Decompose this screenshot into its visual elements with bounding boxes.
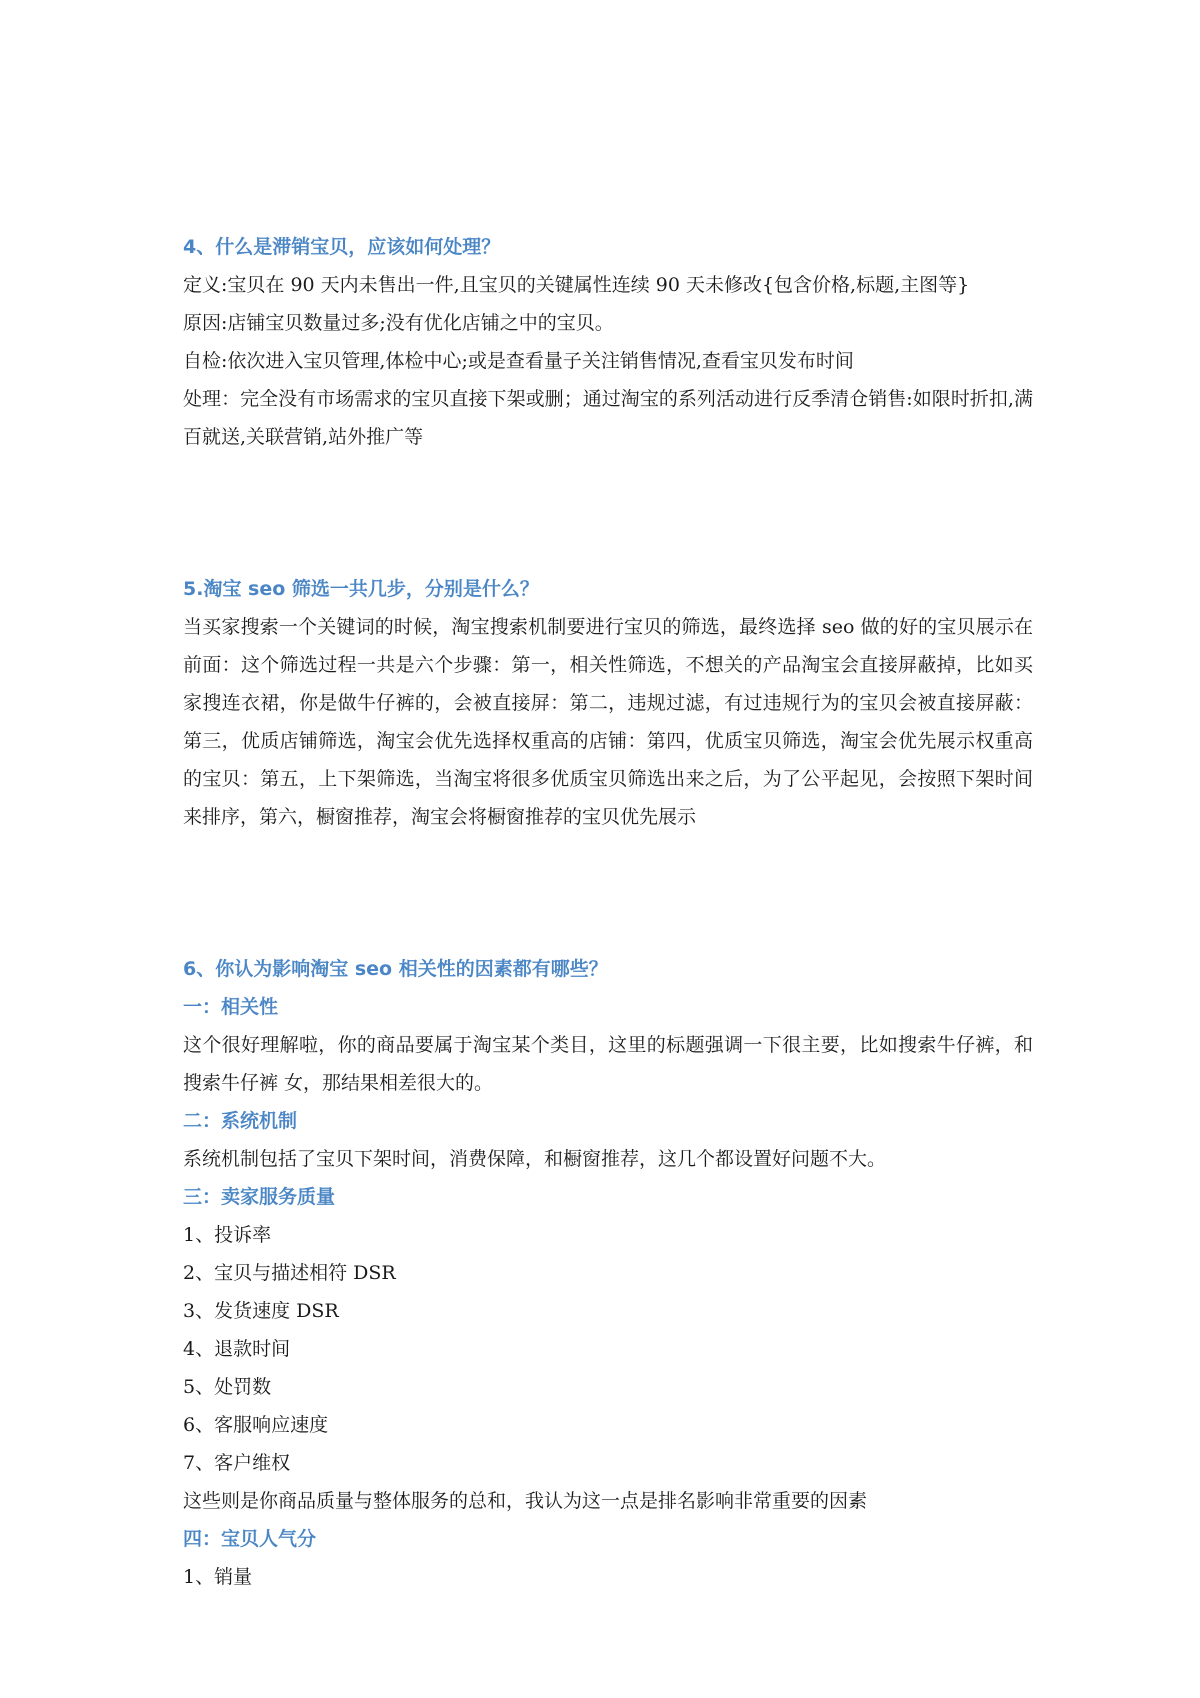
section-4-self-check: 自检:依次进入宝贝管理,体检中心;或是查看量子关注销售情况,查看宝贝发布时间 [183,350,854,372]
subsection-relevance-body: 这个很好理解啦，你的商品要属于淘宝某个类目，这里的标题强调一下很主要，比如搜索牛仔裤，和搜索牛仔裤 女，那结果相差很大的。 [183,1034,1033,1094]
section-5-body: 当买家搜索一个关键词的时候，淘宝搜索机制要进行宝贝的筛选，最终选择 seo 做的好的宝贝展示在前面：这个筛选过程一共是六个步骤：第一，相关性筛选，不想关的产品淘宝会直接屏蔽掉，比如买家搜连衣裙，你是做牛仔裤的，会被直接屏：第二，违规过滤，有过违规行为的宝贝会被直接屏蔽：第三，优质店铺筛选，淘宝会优先选择权重高的店铺：第四，优质宝贝筛选，淘宝会优先展示权重高的宝贝：第五，上下架筛选，当淘宝将很多优质宝贝筛选出来之后，为了公平起见，会按照下架时间来排序，第六，橱窗推荐，淘宝会将橱窗推荐的宝贝优先展示 [183,616,1033,828]
section-4-definition: 定义:宝贝在 90 天内未售出一件,且宝贝的关键属性连续 90 天未修改{包含价格,标题,主图等} [183,274,970,296]
section-5 [183,570,1033,836]
list-item: 5、处罚数 [183,1376,272,1398]
section-4 [183,228,1033,456]
list-item: 2、宝贝与描述相符 DSR [183,1262,396,1284]
section-4-reason: 原因:店铺宝贝数量过多;没有优化店铺之中的宝贝。 [183,312,614,334]
section-6 [183,950,1033,1596]
list-item: 1、投诉率 [183,1224,272,1246]
section-5-title: 5.淘宝 seo 筛选一共几步，分别是什么？ [183,578,539,600]
list-item: 3、发货速度 DSR [183,1300,339,1322]
subsection-service-title: 三：卖家服务质量 [183,1186,336,1208]
subsection-system-title: 二：系统机制 [183,1110,298,1132]
section-4-handling: 处理：完全没有市场需求的宝贝直接下架或删；通过淘宝的系列活动进行反季清仓销售:如限时折扣,满百就送,关联营销,站外推广等 [183,388,1033,448]
section-4-title: 4、什么是滞销宝贝，应该如何处理？ [183,236,501,258]
list-item: 1、销量 [183,1566,253,1588]
document-page [183,228,1033,1596]
subsection-system-body: 系统机制包括了宝贝下架时间，消费保障，和橱窗推荐，这几个都设置好问题不大。 [183,1148,887,1170]
list-item: 6、客服响应速度 [183,1414,329,1436]
section-spacer [183,836,1033,950]
subsection-relevance-title: 一：相关性 [183,996,279,1018]
list-item: 4、退款时间 [183,1338,291,1360]
subsection-service-summary: 这些则是你商品质量与整体服务的总和，我认为这一点是排名影响非常重要的因素 [183,1490,868,1512]
list-item: 7、客户维权 [183,1452,291,1474]
subsection-popularity-title: 四：宝贝人气分 [183,1528,317,1550]
section-spacer [183,456,1033,570]
section-6-title: 6、你认为影响淘宝 seo 相关性的因素都有哪些？ [183,958,608,980]
